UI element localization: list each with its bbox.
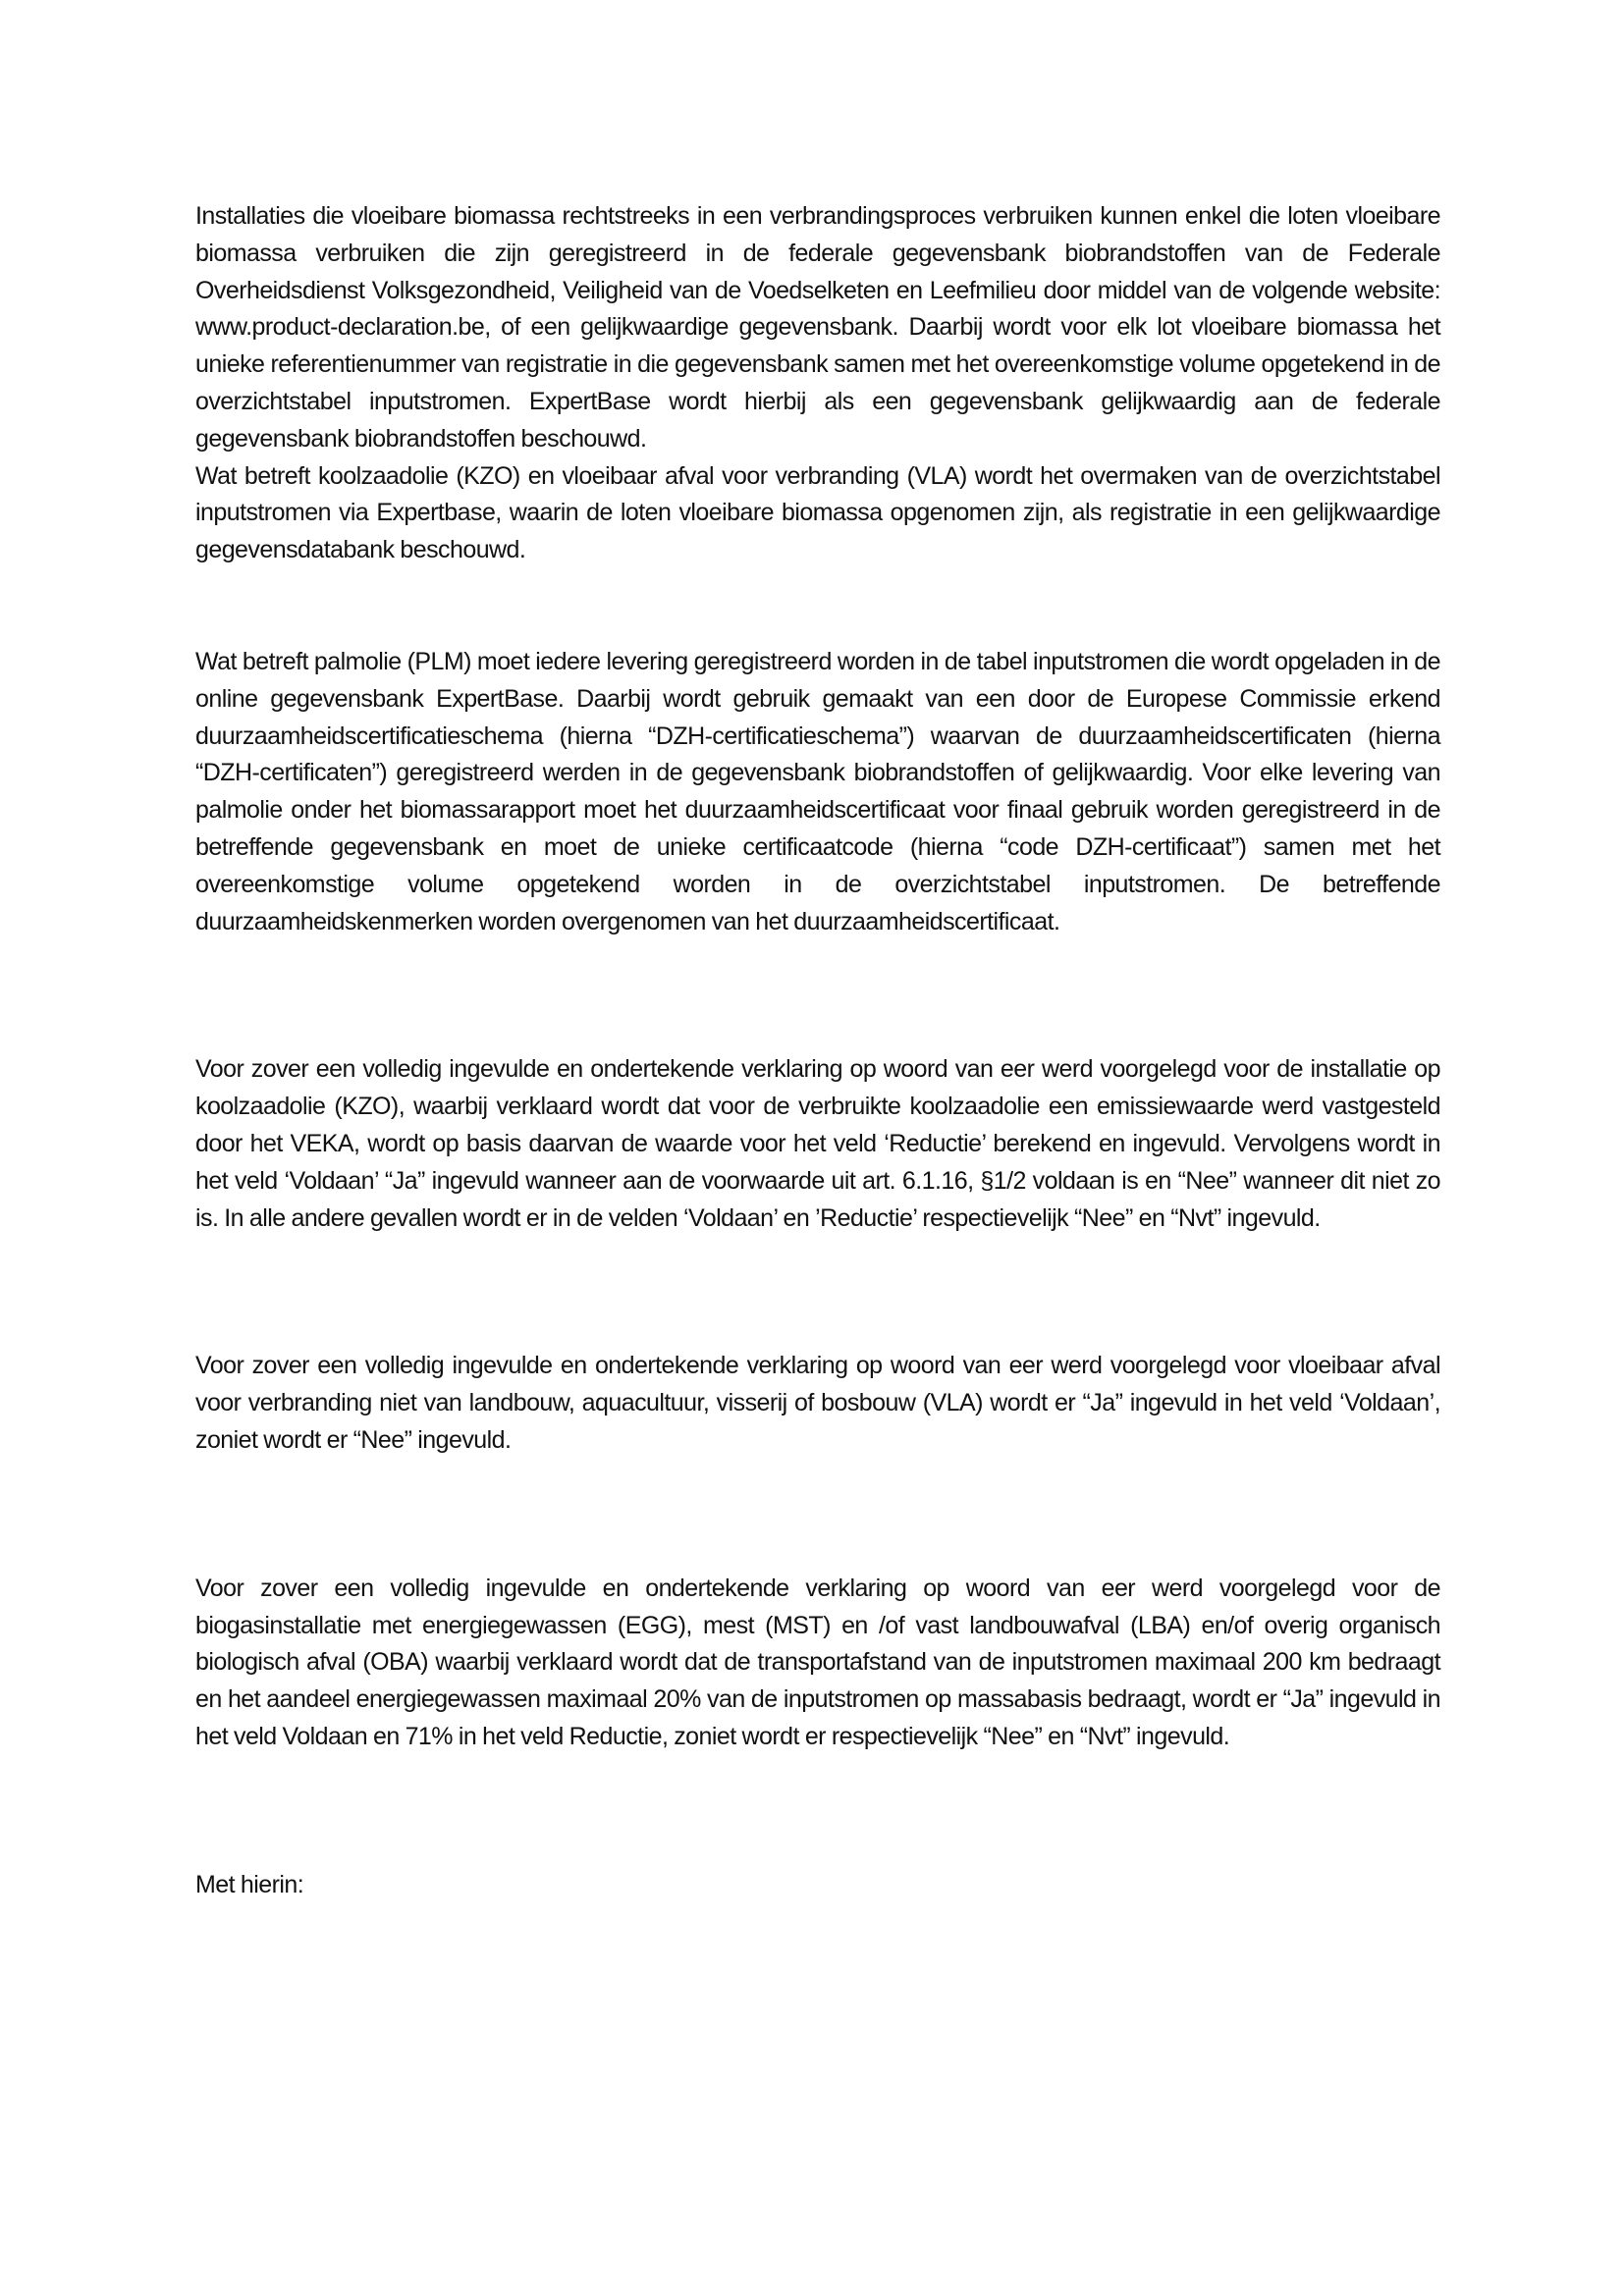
paragraph-vla-declaration: Voor zover een volledig ingevulde en ondertekende verklaring op woord van eer werd voorgelegd voor vloeibaar afval voor verbranding niet van landbouw, aquacultuur, visserij of bosbouw (VLA) wordt er “Ja” ingevuld in het veld ‘Voldaan’, zoniet wordt er “Nee” ingevuld. (195, 1352, 1440, 1454)
paragraph-liquid-biomass-registration: Installaties die vloeibare biomassa rechtstreeks in een verbrandingsproces verbruiken kunnen enkel die loten vloeibare biomassa verbruiken die zijn geregistreerd in de federale gegevensbank biobrandstoffen van de Federale Overheidsdienst Volksgezondheid, Veiligheid van de Voedselketen en Leefmilieu door middel van de volgende website: www.product-declaration.be, of een gelijkwaardige gegevensbank. Daarbij wordt voor elk lot vloeibare biomassa het unieke referentienummer van registratie in die gegevensbank samen met het overeenkomstige volume opgetekend in de overzichtstabel inputstromen. ExpertBase wordt hierbij als een gegevensbank gelijkwaardig aan de federale gegevensbank biobrandstoffen beschouwd. (195, 202, 1440, 453)
paragraph-kzo-declaration: Voor zover een volledig ingevulde en ondertekende verklaring op woord van eer werd voorgelegd voor de installatie op koolzaadolie (KZO), waarbij verklaard wordt dat voor de verbruikte koolzaadolie een emissiewaarde werd vastgesteld door het VEKA, wordt op basis daarvan de waarde voor het veld ‘Reductie’ berekend en ingevuld. Vervolgens wordt in het veld ‘Voldaan’ “Ja” ingevuld wanneer aan de voorwaarde uit art. 6.1.16, §1/2 voldaan is en “Nee” wanneer dit niet zo is. In alle andere gevallen wordt er in de velden ‘Voldaan’ en ’Reductie’ respectievelijk “Nee” en “Nvt” ingevuld. (195, 1055, 1440, 1232)
paragraph-kzo-vla-registration: Wat betreft koolzaadolie (KZO) en vloeibaar afval voor verbranding (VLA) wordt het overmaken van de overzichtstabel inputstromen via Expertbase, waarin de loten vloeibare biomassa opgenomen zijn, als registratie in een gelijkwaardige gegevensdatabank beschouwd. (195, 461, 1440, 564)
paragraph-palm-oil-registration: Wat betreft palmolie (PLM) moet iedere levering geregistreerd worden in de tabel inputstromen die wordt opgeladen in de online gegevensbank ExpertBase. Daarbij wordt gebruik gemaakt van een door de Europese Commissie erkend duurzaamheidscertificatieschema (hierna “DZH-certificatieschema”) waarvan de duurzaamheidscertificaten (hierna “DZH-certificaten”) geregistreerd werden in de gegevensbank biobrandstoffen of gelijkwaardig. Voor elke levering van palmolie onder het biomassarapport moet het duurzaamheidscertificaat voor finaal gebruik worden geregistreerd in de betreffende gegevensbank en moet de unieke certificaatcode (hierna “code DZH-certificaat”) samen met het overeenkomstige volume opgetekend worden in de overzichtstabel inputstromen. De betreffende duurzaamheidskenmerken worden overgenomen van het duurzaamheidscertificaat. (195, 647, 1440, 935)
document-page (195, 198, 1440, 1904)
paragraph-met-hierin: Met hierin: (195, 1870, 304, 1898)
paragraph-biogas-declaration: Voor zover een volledig ingevulde en ondertekende verklaring op woord van eer werd voorgelegd voor de biogasinstallatie met energiegewassen (EGG), mest (MST) en /of vast landbouwafval (LBA) en/of overig organisch biologisch afval (OBA) waarbij verklaard wordt dat de transportafstand van de inputstromen maximaal 200 km bedraagt en het aandeel energiegewassen maximaal 20% van de inputstromen op massabasis bedraagt, wordt er “Ja” ingevuld in het veld Voldaan en 71% in het veld Reductie, zoniet wordt er respectievelijk “Nee” en “Nvt” ingevuld. (195, 1574, 1440, 1750)
